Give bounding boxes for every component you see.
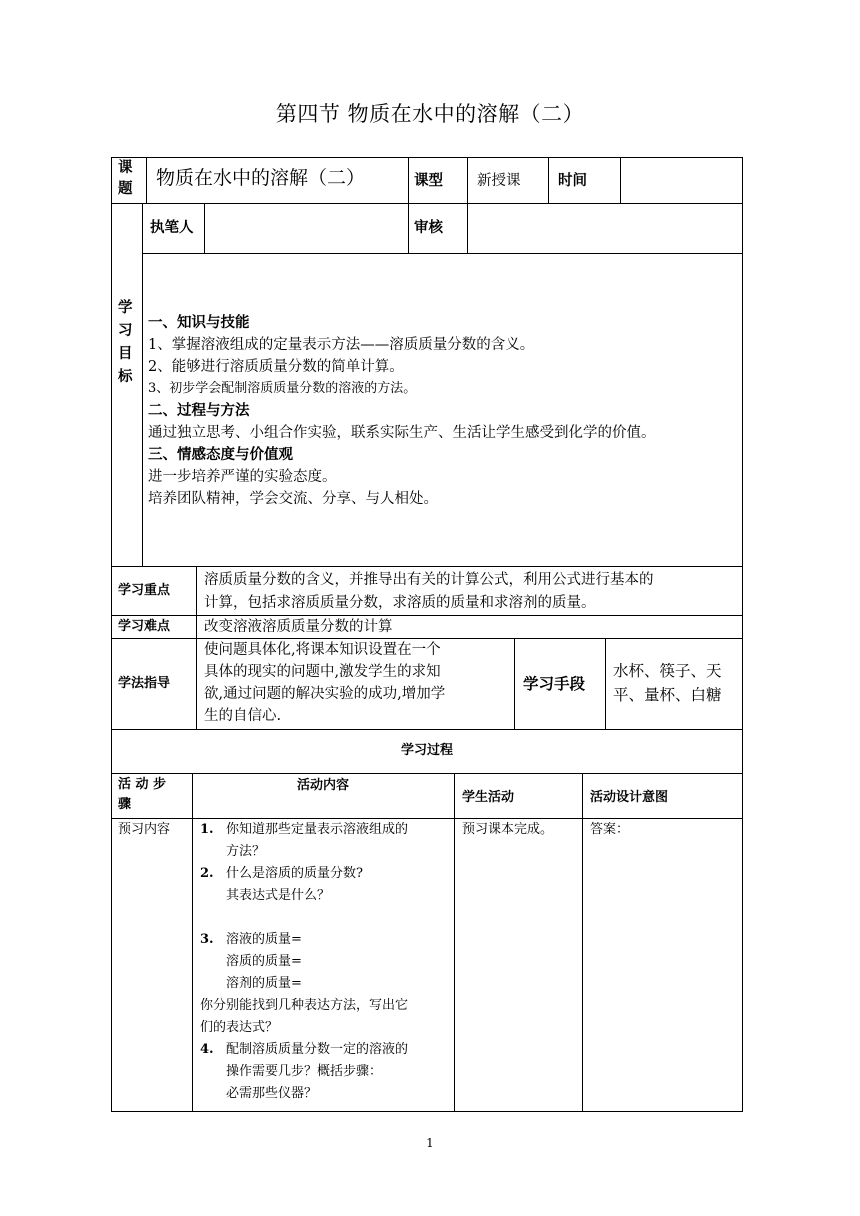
review-label: 审核 bbox=[414, 220, 443, 236]
lesson-type-label: 课型 bbox=[414, 173, 443, 189]
question-text: 你分别能找到几种表达方法，写出它 bbox=[200, 998, 409, 1013]
topic-value: 物质在水中的溶解（二） bbox=[156, 167, 366, 189]
method-line: 生的自信心. bbox=[204, 708, 282, 724]
question-text: 溶液的质量= bbox=[226, 932, 302, 947]
col-step-header: 活 动 步 骤 bbox=[118, 777, 167, 812]
divider bbox=[204, 203, 205, 253]
objectives-label: 学 习 目 标 bbox=[118, 300, 133, 385]
divider bbox=[582, 773, 583, 1112]
question-text: 配制溶质质量分数一定的溶液的 bbox=[226, 1042, 409, 1057]
col-student-header: 学生活动 bbox=[462, 790, 515, 805]
means-line: 平、量杯、白糖 bbox=[613, 686, 722, 704]
divider bbox=[192, 773, 193, 1112]
method-line: 使问题具体化,将课本知识设置在一个 bbox=[204, 642, 441, 658]
divider bbox=[196, 566, 197, 729]
divider bbox=[408, 157, 409, 253]
question-text: 溶质的质量= bbox=[226, 954, 302, 969]
time-label: 时间 bbox=[558, 173, 587, 189]
means-label: 学习手段 bbox=[523, 675, 586, 693]
question-text: 必需那些仪器？ bbox=[226, 1086, 318, 1101]
divider bbox=[605, 638, 606, 729]
question-number: 1. bbox=[200, 822, 214, 837]
objectives-content bbox=[148, 312, 656, 510]
topic-label: 课 题 bbox=[118, 160, 133, 197]
divider bbox=[111, 773, 743, 774]
preview-intent: 答案： bbox=[590, 822, 630, 837]
question-text: 其表达式是什么？ bbox=[226, 888, 331, 903]
divider bbox=[467, 157, 468, 253]
col-intent-header: 活动设计意图 bbox=[590, 790, 669, 805]
table-left-border bbox=[111, 157, 112, 1112]
objective-line: 3、初步学会配制溶质质量分数的溶液的方法。 bbox=[148, 381, 417, 396]
question-text: 们的表达式？ bbox=[200, 1020, 279, 1035]
preview-content bbox=[200, 819, 408, 1105]
question-text: 方法？ bbox=[226, 844, 266, 859]
objective-line: 培养团队精神，学会交流、分享、与人相处。 bbox=[148, 491, 438, 507]
divider bbox=[548, 157, 549, 203]
lesson-type-value: 新授课 bbox=[477, 173, 521, 189]
question-text: 你知道那些定量表示溶液组成的 bbox=[226, 822, 409, 837]
divider bbox=[142, 203, 143, 567]
question-number: 4. bbox=[200, 1042, 214, 1057]
objective-line: 进一步培养严谨的实验态度。 bbox=[148, 469, 337, 485]
objective-heading: 一、知识与技能 bbox=[148, 315, 250, 331]
divider bbox=[146, 157, 147, 203]
question-text: 溶剂的质量= bbox=[226, 976, 302, 991]
key-points-label: 学习重点 bbox=[118, 583, 171, 598]
question-text: 什么是溶质的质量分数? bbox=[226, 866, 363, 881]
objective-line: 通过独立思考、小组合作实验，联系实际生产、生活让学生感受到化学的价值。 bbox=[148, 425, 656, 441]
means-line: 水杯、筷子、天 bbox=[613, 662, 722, 680]
col-content-header: 活动内容 bbox=[296, 778, 349, 793]
method-line: 具体的现实的问题中,激发学生的求知 bbox=[204, 664, 441, 680]
divider bbox=[454, 773, 455, 1112]
process-title: 学习过程 bbox=[400, 743, 453, 758]
divider bbox=[514, 638, 515, 729]
preview-student-activity: 预习课本完成。 bbox=[462, 822, 554, 837]
author-label: 执笔人 bbox=[150, 220, 194, 236]
difficulty-value: 改变溶液溶质质量分数的计算 bbox=[204, 619, 393, 635]
objective-line: 1、掌握溶液组成的定量表示方法——溶质质量分数的含义。 bbox=[148, 337, 535, 353]
table-right-border bbox=[742, 157, 743, 1112]
divider bbox=[111, 729, 743, 730]
table-bottom-border bbox=[111, 1111, 743, 1112]
question-number: 3. bbox=[200, 932, 214, 947]
objective-heading: 三、情感态度与价值观 bbox=[148, 447, 293, 463]
objective-line: 2、能够进行溶质质量分数的简单计算。 bbox=[148, 359, 404, 375]
divider bbox=[142, 253, 743, 254]
key-points-line: 溶质质量分数的含义，并推导出有关的计算公式，利用公式进行基本的 bbox=[204, 572, 654, 588]
divider bbox=[111, 566, 743, 567]
document-title: 第四节 物质在水中的溶解（二） bbox=[275, 102, 585, 126]
divider bbox=[620, 157, 621, 203]
table-top-border bbox=[111, 157, 743, 158]
objective-heading: 二、过程与方法 bbox=[148, 403, 250, 419]
preview-step: 预习内容 bbox=[118, 822, 171, 837]
key-points-line: 计算，包括求溶质质量分数，求溶质的质量和求溶剂的质量。 bbox=[204, 595, 596, 611]
method-label: 学法指导 bbox=[118, 676, 171, 691]
page-number: 1 bbox=[426, 1136, 434, 1150]
question-text: 操作需要几步？概括步骤： bbox=[226, 1064, 383, 1079]
difficulty-label: 学习难点 bbox=[118, 619, 171, 634]
divider bbox=[111, 203, 743, 204]
method-line: 欲,通过问题的解决实验的成功,增加学 bbox=[204, 686, 446, 702]
question-number: 2. bbox=[200, 866, 214, 881]
